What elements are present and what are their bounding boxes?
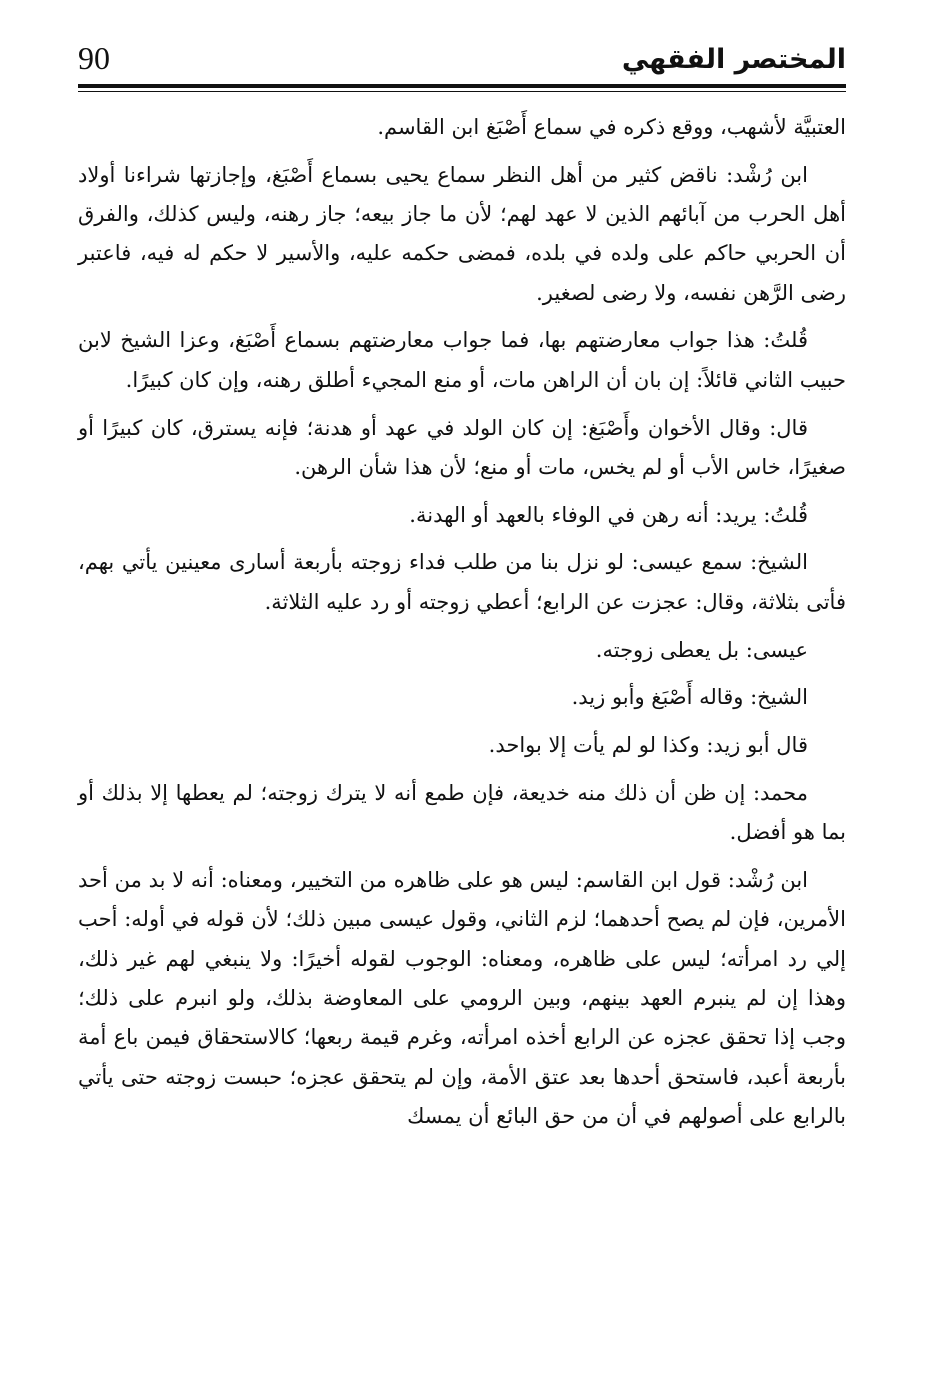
paragraph: العتبيَّة لأشهب، ووقع ذكره في سماع أَصْبَغ ابن القاسم.	[377, 115, 846, 139]
paragraph: محمد: إن ظن أن ذلك منه خديعة، فإن طمع أنه لا يترك زوجته؛ لم يعطها إلا بذلك أو بما هو أفضل.	[78, 780, 846, 845]
paragraph: قال: وقال الأخوان وأَصْبَغ: إن كان الولد في عهد أو هدنة؛ فإنه يسترق، كان كبيرًا أو صغيرًا، خاس الأب أو لم يخس، مات أو منع؛ لأن هذا شأن الرهن.	[78, 415, 846, 479]
paragraph: قال أبو زيد: وكذا لو لم يأت إلا بواحد.	[488, 733, 808, 758]
paragraph: قُلتُ: يريد: أنه رهن في الوفاء بالعهد أو الهدنة.	[409, 502, 808, 527]
paragraph: عيسى: بل يعطى زوجته.	[595, 637, 808, 662]
page-number: 90	[78, 40, 110, 76]
header-rule-thick	[78, 84, 846, 88]
page-header	[78, 38, 846, 94]
paragraph: الشيخ: وقاله أَصْبَغ وأبو زيد.	[571, 685, 808, 710]
paragraph: الشيخ: سمع عيسى: لو نزل بنا من طلب فداء زوجته بأربعة أسارى معينين يأتي بهم، فأتى بثلاثة، وقال: عجزت عن الرابع؛ أعطي زوجته أو رد عليه الثلاثة.	[78, 550, 846, 614]
paragraph: قُلتُ: هذا جواب معارضتهم بها، فما جواب معارضتهم بسماع أَصْبَغ، وعزا الشيخ لابن حبيب الثاني قائلاً: إن بان أن الراهن مات، أو منع المجيء أطلق رهنه، وإن كان كبيرًا.	[78, 328, 846, 392]
paragraph: ابن رُشْد: قول ابن القاسم: ليس هو على ظاهره من التخيير، ومعناه: أنه لا بد من أحد الأمرين، فإن لم يصح أحدهما؛ لزم الثاني، وقول عيسى مبين ذلك؛ لأن قوله في أوله: أحب إلي رد امرأته؛ ليس على ظاهره، ومعناه: الوجوب لقوله أخيرًا: ولا ينبغي لهم غير ذلك، وهذا إن لم ينبرم العهد بينهم، وبين الرومي على المعاوضة بذلك، ولو انبرم على ذلك؛ وجب إذا تحقق عجزه عن الرابع أخذه امرأته، وغرم قيمة ربعها؛ كالاستحقاق فيمن باع أمة بأربعة أعبد، فاستحق أحدها بعد عتق الأمة، وإن لم يتحقق عجزه؛ حبست زوجته حتى يأتي بالرابع على أصولهم في أن من حق البائع أن يمسك	[78, 868, 846, 1128]
book-title: المختصر الفقهي	[621, 44, 846, 75]
body-text	[78, 108, 846, 1145]
paragraph: ابن رُشْد: ناقض كثير من أهل النظر سماع يحيى بسماع أَصْبَغ، وإجازتها شراءنا أولاد أهل الحرب من آبائهم الذين لا عهد لهم؛ لأن ما جاز بيعه؛ جاز رهنه، وليس كذلك، والفرق أن الحربي حاكم على ولده في بلده، فمضى حكمه عليه، والأسير لا حكم له فيه، فاعتبر رضى الرَّهن نفسه، ولا رضى لصغير.	[78, 162, 846, 305]
header-rule-thin	[78, 91, 846, 92]
